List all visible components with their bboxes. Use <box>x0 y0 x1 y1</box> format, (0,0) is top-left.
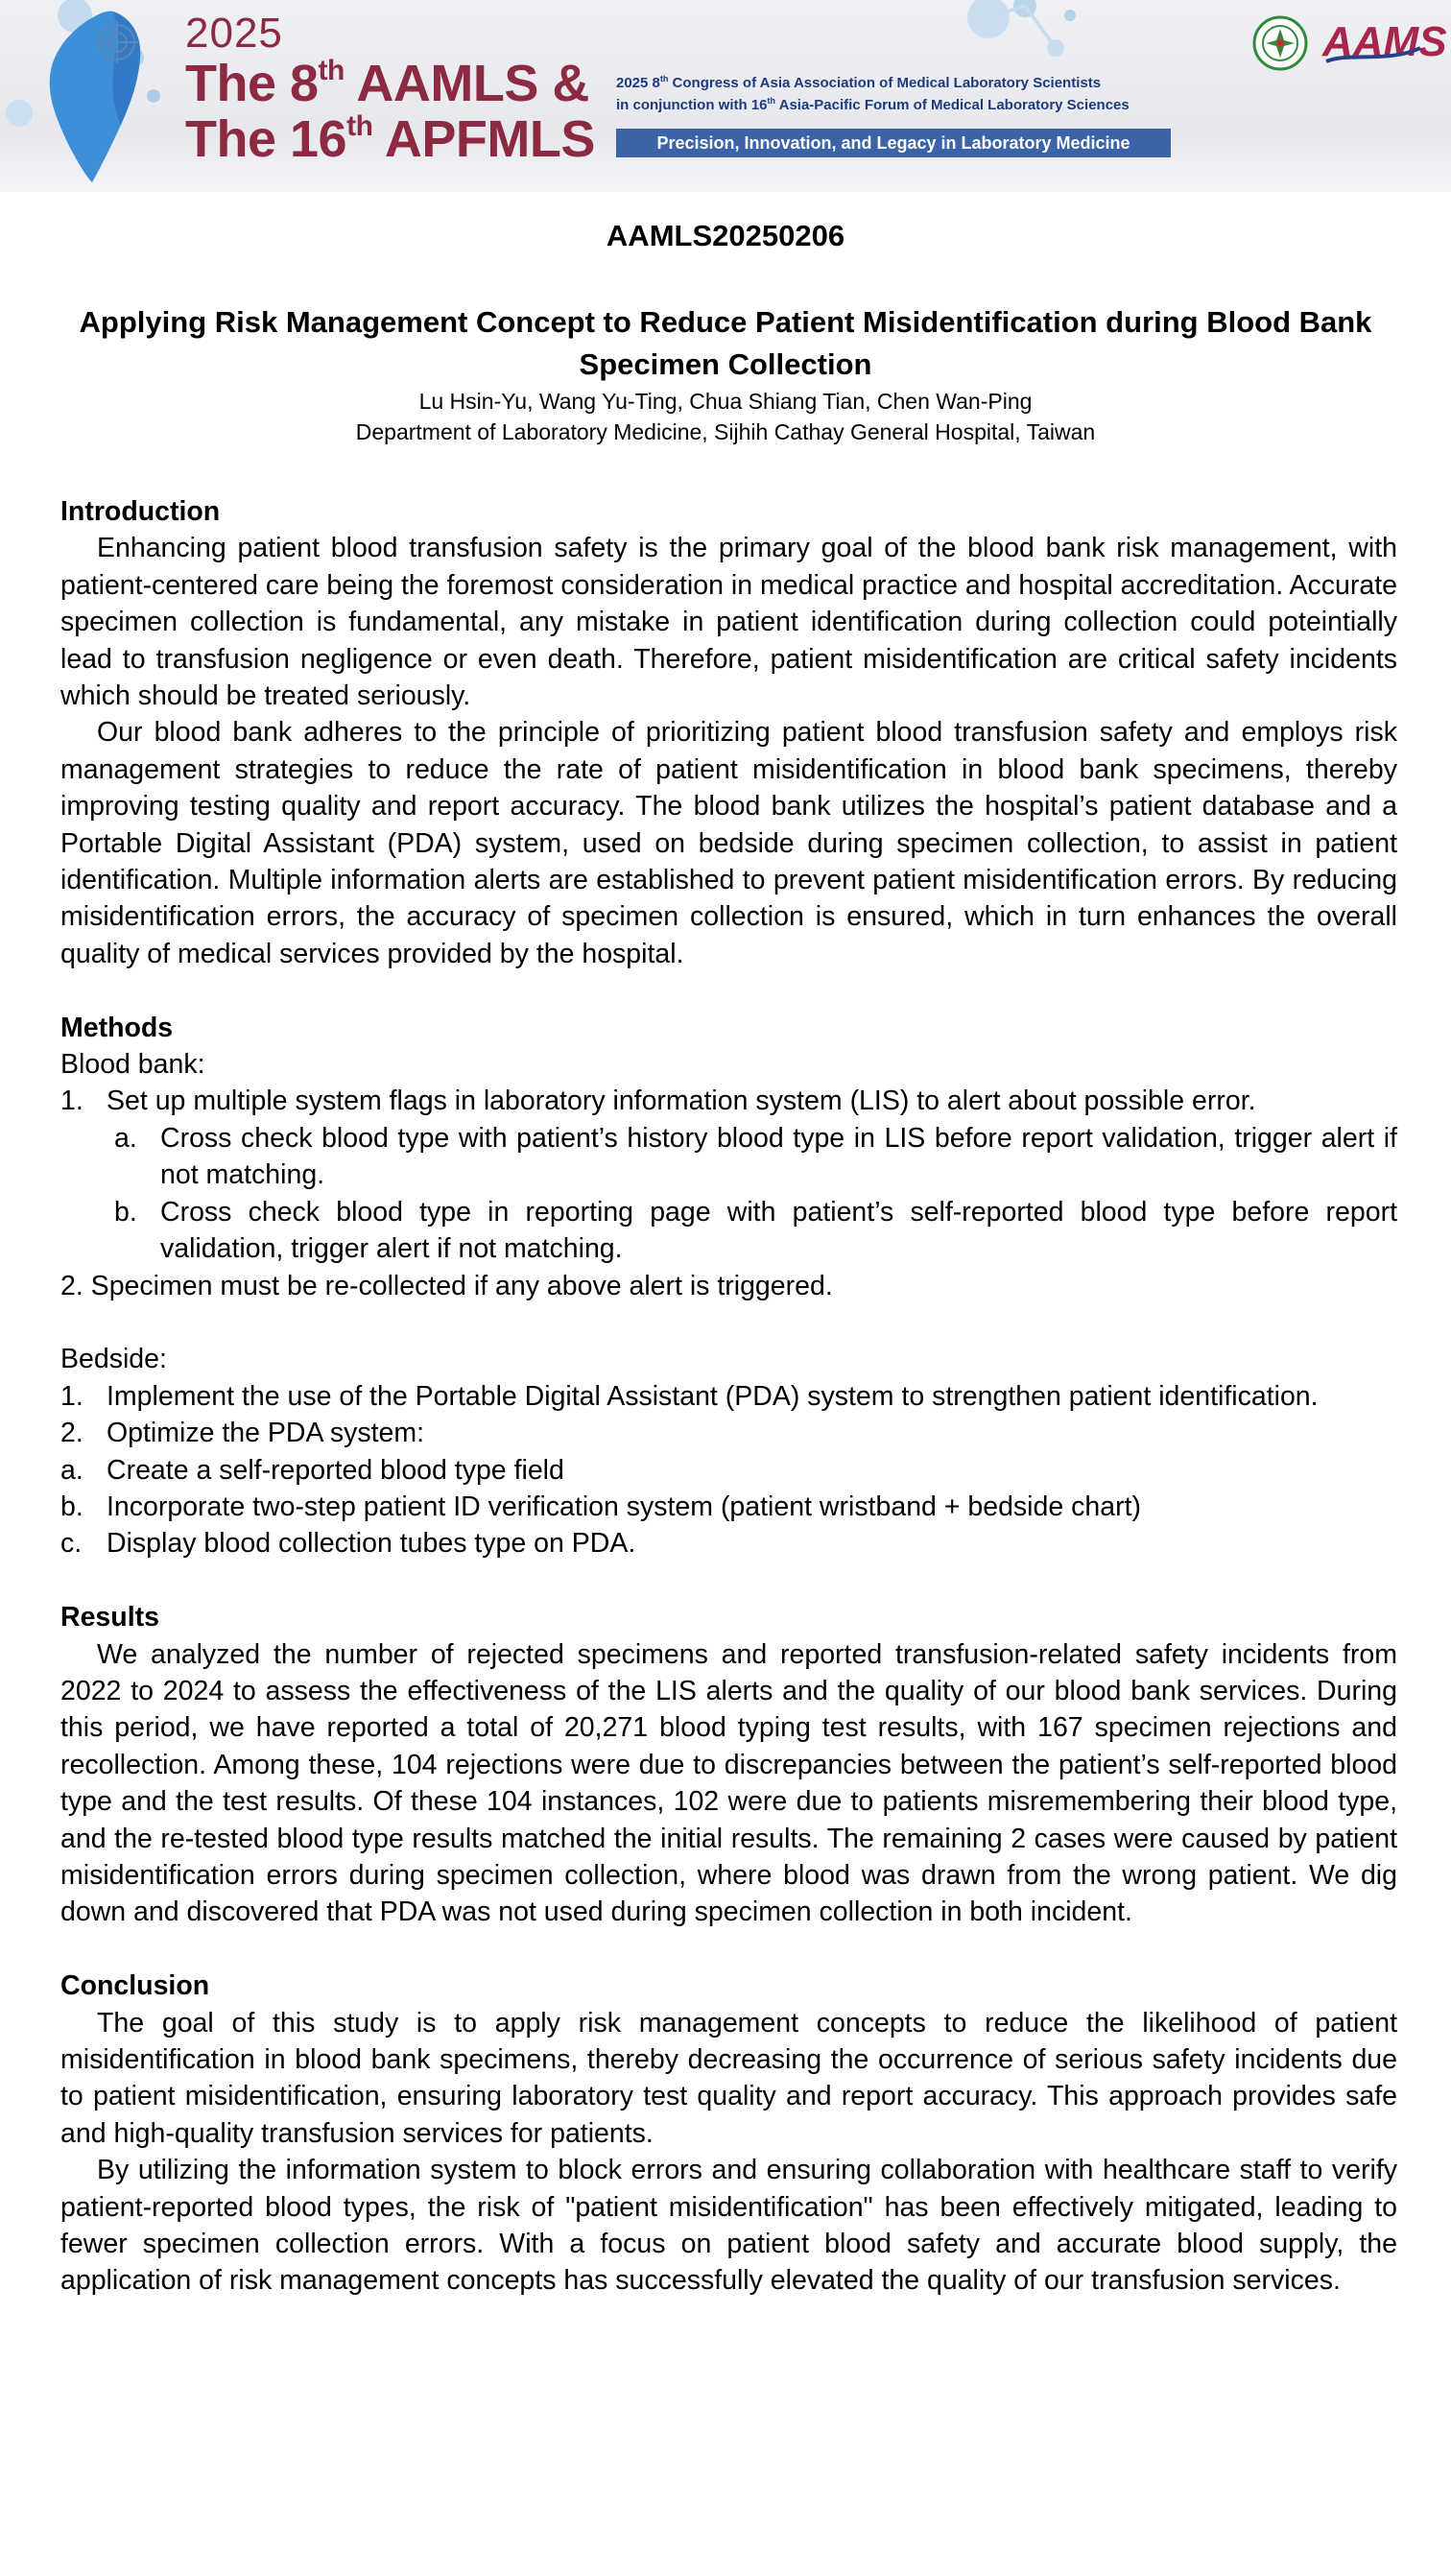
conclusion-paragraph: By utilizing the information system to block errors and ensuring collaboration with healthcare staff to verify patient-reported blood types, the risk of "patient misidentification" has been effectively mitigated, leading to fewer specimen collection errors. With a focus on patient blood safety and accurate blood supply, the application of risk management concepts has successfully elevated the quality of our transfusion services. <box>60 2155 1397 2297</box>
introduction-heading: Introduction <box>60 496 221 527</box>
list-item: b. Cross check blood type in reporting page with patient’s self-reported blood type before report validation, trigger alert if not matching. <box>114 1196 1397 1265</box>
results-section <box>60 1599 1397 1931</box>
banner-congress-line2: in conjunction with 16th Asia-Pacific Forum of Medical Laboratory Sciences <box>616 96 1130 113</box>
introduction-paragraph: Our blood bank adheres to the principle of prioritizing patient blood transfusion safety and employs risk management strategies to reduce the rate of patient misidentification in blood bank specimens, thereby improving testing quality and report accuracy. The blood bank utilizes the hospital’s patient database and a Portable Digital Assistant (PDA) system, used on bedside during specimen collection, to assist in patient identification. Multiple information alerts are established to prevent patient misidentification errors. By reducing misidentification errors, the accuracy of specimen collection is ensured, which in turn enhances the overall quality of medical services provided by the hospital. <box>60 717 1397 969</box>
author-list: Lu Hsin-Yu, Wang Yu-Ting, Chua Shiang Tian, Chen Wan-Ping <box>418 389 1033 414</box>
bedside-label: Bedside: <box>60 1344 167 1375</box>
list-item: b. Incorporate two-step patient ID verification system (patient wristband + bedside chart) <box>60 1491 1141 1522</box>
conference-banner <box>0 0 1451 192</box>
banner-year: 2025 <box>185 10 283 57</box>
introduction-section <box>60 493 1397 972</box>
svg-text:AAMS: AAMS <box>1322 18 1447 65</box>
list-item: 2. Optimize the PDA system: <box>60 1418 425 1449</box>
banner-tagline: Precision, Innovation, and Legacy in Laboratory Medicine <box>616 129 1171 157</box>
conclusion-paragraph: The goal of this study is to apply risk management concepts to reduce the likelihood of patient misidentification in blood bank specimens, thereby decreasing the occurrence of serious safety incidents due to patient misidentification, ensuring laboratory test quality and report accuracy. This approach provides safe and high-quality transfusion services for patients. <box>60 2007 1397 2149</box>
list-item: c. Display blood collection tubes type on PDA. <box>60 1528 636 1560</box>
conclusion-heading: Conclusion <box>60 1970 210 2002</box>
banner-headline-line2: The 16th APFMLS <box>185 110 595 168</box>
paper-title: Applying Risk Management Concept to Reduce Patient Misidentification during Blood Bank Specimen Collection <box>79 305 1372 381</box>
list-item: a. Cross check blood type with patient’s history blood type in LIS before report validation, trigger alert if not matching. <box>114 1122 1397 1191</box>
aams-logo <box>1320 13 1447 71</box>
banner-headline-line1: The 8th AAMLS & <box>185 55 589 112</box>
abstract-code: AAMLS20250206 <box>606 219 845 252</box>
list-item: 1. Implement the use of the Portable Digital Assistant (PDA) system to strengthen patient identification. <box>60 1380 1319 1412</box>
society-seal-logo <box>1252 15 1308 71</box>
results-heading: Results <box>60 1602 159 1634</box>
introduction-paragraph: Enhancing patient blood transfusion safety is the primary goal of the blood bank risk management, with patient-centered care being the foremost consideration in medical practice and hospital accreditation. Accurate specimen collection is fundamental, any mistake in patient identification during collection could poteintially lead to transfusion negligence or even death. Therefore, patient misidentification are critical safety incidents which should be treated seriously. <box>60 533 1397 712</box>
list-item: 2. Specimen must be re-collected if any above alert is triggered. <box>60 1270 833 1301</box>
list-item: 1. Set up multiple system flags in laboratory information system (LIS) to alert about possible error. <box>60 1085 1256 1117</box>
results-paragraph: We analyzed the number of rejected specimens and reported transfusion-related safety incidents from 2022 to 2024 to assess the effectiveness of the LIS alerts and the quality of our blood bank services. During this period, we have reported a total of 20,271 blood typing test results, with 167 specimen rejections and recollection. Among these, 104 rejections were due to discrepancies between the patient’s self-reported blood type and the test results. Of these 104 instances, 102 were due to patients misremembering their blood type, and the re-tested blood type results matched the initial results. The remaining 2 cases were caused by patient misidentification errors during specimen collection, where blood was drawn from the wrong patient. We dig down and discovered that PDA was not used during specimen collection in both incident. <box>60 1638 1397 1928</box>
methods-heading: Methods <box>60 1012 174 1043</box>
list-item: a. Create a self-reported blood type field <box>60 1454 564 1486</box>
blood-bank-label: Blood bank: <box>60 1049 205 1081</box>
conclusion-section <box>60 1968 1397 2300</box>
banner-congress-line1: 2025 8th Congress of Asia Association of Medical Laboratory Scientists <box>616 74 1102 91</box>
affiliation: Department of Laboratory Medicine, Sijhih Cathay General Hospital, Taiwan <box>355 419 1096 444</box>
abstract-body <box>60 493 1397 2300</box>
target-icon <box>96 21 138 63</box>
methods-section <box>60 1010 1397 1562</box>
